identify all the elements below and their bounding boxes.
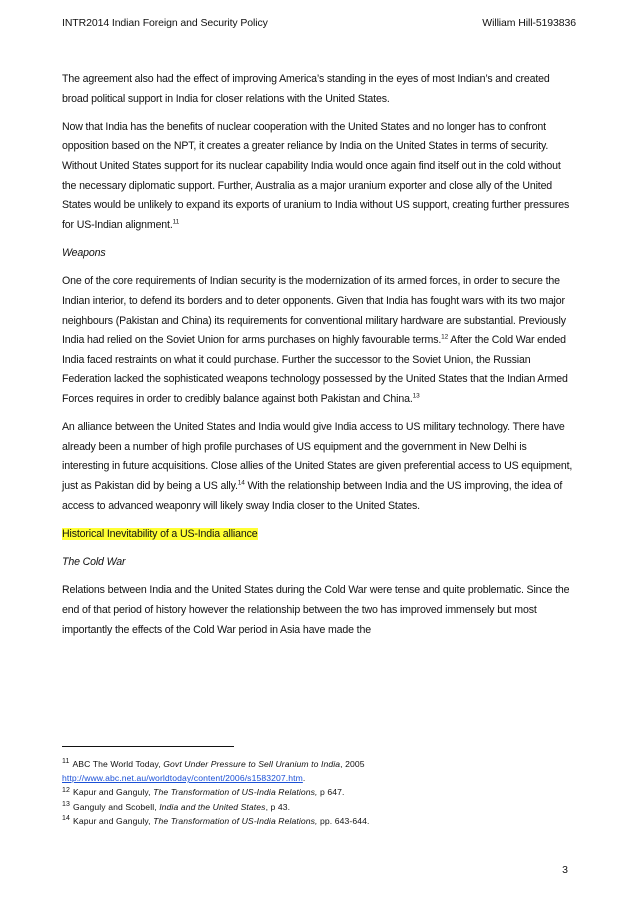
paragraph-4 <box>62 418 576 516</box>
footnote-13 <box>62 800 576 814</box>
paragraph-4-text-b: With the relationship between India and the US improving, the idea of access to advanced weaponry will likely sway India closer to the United States. <box>62 480 563 512</box>
coldwar-heading: The Cold War <box>62 556 126 569</box>
footnote-11-link[interactable]: http://www.abc.net.au/worldtoday/content/2006/s1583207.htm <box>62 773 303 784</box>
document-body <box>62 70 576 649</box>
footnote-ref-13[interactable]: 13 <box>412 392 420 400</box>
footnote-13-authors: Ganguly and Scobell, <box>73 801 160 812</box>
paragraph-3 <box>62 272 576 409</box>
paragraph-4-text-a: An alliance between the United States and India would give India access to US military technology. There have already been a number of high profile purchases of US equipment and the government in New Delhi is interesting in future acquisitions. Close allies of the United States are given preferential access to US equipment, just as Pakistan did by being a US ally. <box>62 421 573 493</box>
header-course-title: INTR2014 Indian Foreign and Security Policy <box>62 17 268 29</box>
paragraph-5 <box>62 581 576 640</box>
footnote-ref-14[interactable]: 14 <box>237 479 245 487</box>
weapons-heading: Weapons <box>62 247 106 260</box>
footnote-11 <box>62 757 576 771</box>
footnote-ref-11[interactable]: 11 <box>172 218 180 226</box>
footnote-12 <box>62 785 576 799</box>
historical-heading-line <box>62 525 576 545</box>
footnote-12-number: 12 <box>62 786 70 794</box>
paragraph-2 <box>62 118 576 236</box>
footnote-14-pages: pp. 643-644. <box>317 815 370 826</box>
footnote-14-title: The Transformation of US-India Relations, <box>153 815 318 826</box>
footnote-13-title: India and the United States <box>159 801 266 812</box>
header-author: William Hill-5193836 <box>482 17 576 29</box>
footnote-14-authors: Kapur and Ganguly, <box>73 815 154 826</box>
footnote-11-end: . <box>302 773 306 784</box>
paragraph-1-text: The agreement also had the effect of improving America’s standing in the eyes of most Indian’s and created broad political support in India for closer relations with the United States. <box>62 73 550 105</box>
paragraph-3-text-a: One of the core requirements of Indian security is the modernization of its armed forces, in order to secure the Indian interior, to defend its borders and to deter opponents. Given that India has fought wars with its two major neighbours (Pakistan and China) its requirements for conventional military hardware are substantial. Previously India had relied on the Soviet Union for arms purchases on highly favourable terms. <box>62 275 566 347</box>
page-number: 3 <box>562 864 568 876</box>
footnote-12-authors: Kapur and Ganguly, <box>73 787 154 798</box>
footnote-13-page: , p 43. <box>265 801 291 812</box>
footnote-11-title: Govt Under Pressure to Sell Uranium to India <box>163 759 341 769</box>
footnote-12-title: The Transformation of US-India Relations, <box>153 787 318 798</box>
footnote-11-source: ABC The World Today, <box>72 759 164 769</box>
paragraph-3-text-b: After the Cold War ended India faced restraints on what it could purchase. Further the successor to the Soviet Union, the Russian Federation lacked the sophisticated weapons technology possessed by the United States that the Indian Armed Forces requires in order to credibly balance against both Pakistan and China. <box>62 334 568 405</box>
footnote-11-number: 11 <box>62 758 70 766</box>
footnote-12-page: p 647. <box>317 787 345 798</box>
footnotes <box>62 757 576 828</box>
footnote-separator <box>62 746 234 747</box>
page-header <box>62 17 576 29</box>
footnote-14-number: 14 <box>62 814 70 822</box>
footnote-13-number: 13 <box>62 800 70 808</box>
footnote-11-year: , 2005 <box>340 759 365 769</box>
paragraph-5-text: Relations between India and the United States during the Cold War were tense and quite problematic. Since the end of that period of history however the relationship between the two has improved immensely but most importantly the effects of the Cold War period in Asia have made the <box>62 584 570 636</box>
paragraph-2-text: Now that India has the benefits of nuclear cooperation with the United States and no longer has to confront opposition based on the NPT, it creates a greater reliance by India on the United States in terms of security. Without United States support for its nuclear capability India would once again find itself out in the cold without the necessary diplomatic support. Further, Australia as a major uranium exporter and close ally of the United States would be unlikely to expand its exports of uranium to India without US support, creating further pressures for US-Indian alignment. <box>62 120 570 231</box>
paragraph-1 <box>62 70 576 109</box>
footnote-ref-12[interactable]: 12 <box>441 333 449 341</box>
footnote-14 <box>62 814 576 828</box>
footnote-11-link-line <box>62 771 576 785</box>
historical-heading: Historical Inevitability of a US-India alliance <box>62 527 258 540</box>
